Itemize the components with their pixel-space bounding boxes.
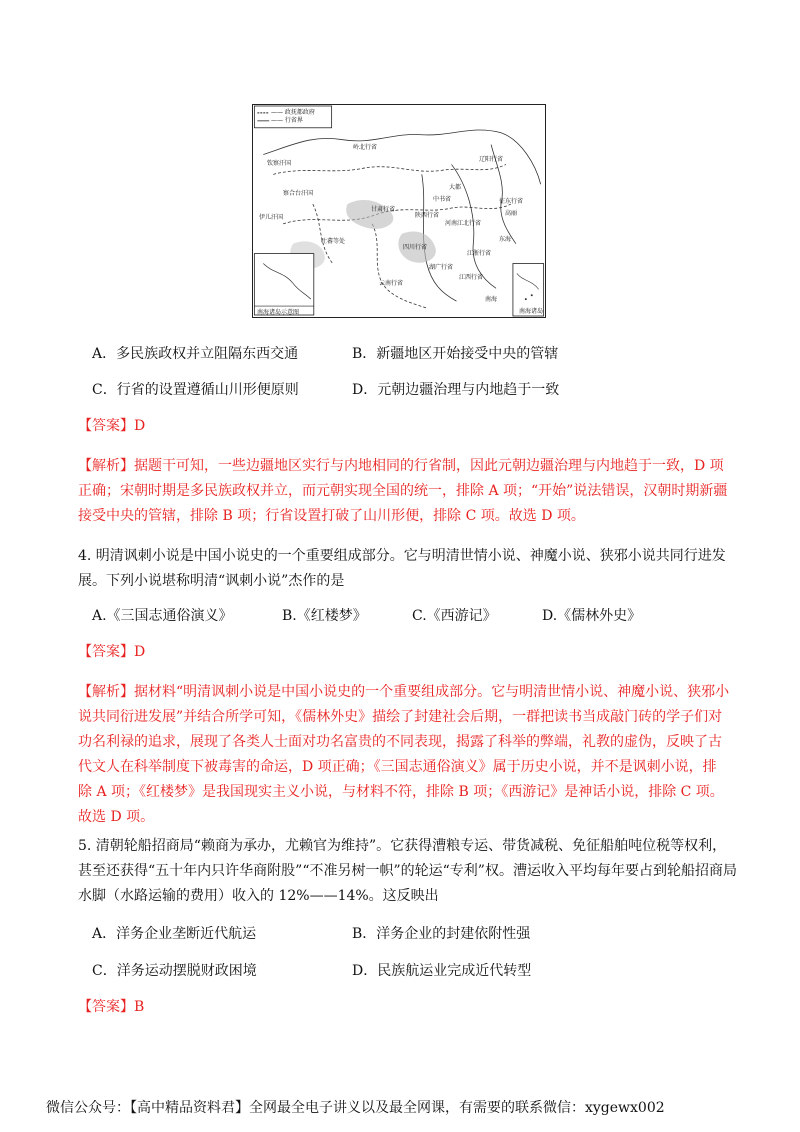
map-label-chagatai: 察合台汗国 xyxy=(283,190,314,197)
q3-option-c: C．行省的设置遵循山川形便原则 xyxy=(92,382,299,398)
q5-stem-line-1: 5. 清朝轮船招商局“赖商为承办，尤赖官为维持”。它获得漕粮专运、带货减税、免征船舶吨位税等权利， xyxy=(78,838,727,854)
q5-stem-line-3: 水脚（水路运输的费用）收入的 12%——14%。这反映出 xyxy=(78,888,439,904)
page-footer: 微信公众号：【高中精品资料君】全网最全电子讲义以及最全网课，有需要的联系微信：xygewx002 xyxy=(46,1100,665,1116)
q4-option-d: D.《儒林外史》 xyxy=(542,608,642,624)
map-label-jiangzhe: 江浙行省 xyxy=(467,250,492,257)
q5-stem-line-2: 甚至还获得“五十年内只许华商附股”“不准另树一帜”的轮运“专利”权。漕运收入平均每年要占到轮船招商局 xyxy=(78,863,737,879)
q5-answer: 【答案】B xyxy=(78,999,145,1015)
map-legend-1: —— 政抚都政府 xyxy=(271,109,315,116)
q5-option-d: D．民族航运业完成近代转型 xyxy=(352,963,532,979)
q5-option-a: A．洋务企业垄断近代航运 xyxy=(92,926,257,942)
map-legend-2: —— 行省界 xyxy=(271,117,303,124)
q4-option-c: C.《西游记》 xyxy=(412,608,497,624)
q4-analysis-line-5: 除 A 项；《红楼梦》是我国现实主义小说，与材料不符，排除 B 项；《西游记》是神话小说，排除 C 项。 xyxy=(78,784,724,800)
q4-option-a: A.《三国志通俗演义》 xyxy=(92,608,233,624)
q5-option-b: B．洋务企业的封建依附性强 xyxy=(352,926,531,942)
q4-option-b: B.《红楼梦》 xyxy=(282,608,367,624)
map-label-zhengdong: 征东行省 xyxy=(499,198,524,205)
map-label-dadu: 大都 xyxy=(449,184,462,191)
q3-answer: 【答案】D xyxy=(78,418,146,434)
map-label-henan: 河南江北行省 xyxy=(445,220,482,227)
q4-analysis-line-4: 代文人在科举制度下被毒害的命运，D 项正确；《三国志通俗演义》属于历史小说，并不是讽刺小说，排 xyxy=(78,759,717,775)
q4-stem-line-1: 4. 明清讽刺小说是中国小说史的一个重要组成部分。它与明清世情小说、神魔小说、狭邪小说共同行进发 xyxy=(78,548,726,564)
q4-analysis-line-6: 故选 D 项。 xyxy=(78,809,155,825)
map-label-yunnan: 云南行省 xyxy=(379,280,404,287)
map-label-zhongshu: 中书省 xyxy=(433,196,452,203)
q4-analysis-line-1: 【解析】据材料“明清讽刺小说是中国小说史的一个重要组成部分。它与明清世情小说、神魔小说、狭邪小 xyxy=(78,684,730,700)
map-label-huguang: 湖广行省 xyxy=(429,264,454,271)
map-label-jiangxi: 江西行省 xyxy=(459,274,484,281)
q5-option-c: C．洋务运动摆脱财政困境 xyxy=(92,963,257,979)
map-label-nanhai: 南海 xyxy=(485,296,498,303)
q4-stem-line-2: 展。下列小说堪称明清“讽刺小说”杰作的是 xyxy=(78,573,345,589)
q3-option-a: A．多民族政权并立阻隔东西交通 xyxy=(92,346,299,362)
map-label-goryeo: 高丽 xyxy=(505,210,518,217)
q3-analysis-line-2: 正确；宋朝时期是多民族政权并立，而元朝实现全国的统一，排除 A 项；“开始”说法错误，汉朝时期新疆 xyxy=(78,483,728,499)
map-label-liaoyang: 辽阳行省 xyxy=(479,156,504,163)
q4-analysis-line-2: 说共同衍进发展”并结合所学可知，《儒林外史》描绘了封建社会后期，一群把读书当成敲门砖的学子们对 xyxy=(78,709,723,725)
map-label-inset-islands: 南海诸岛 xyxy=(519,308,544,315)
q3-analysis-line-3: 接受中央的管辖，排除 B 项；行省设置打破了山川形便，排除 C 项。故选 D 项。 xyxy=(78,508,585,524)
map-label-ilkhan: 伊儿汗国 xyxy=(259,214,284,221)
yuan-dynasty-map xyxy=(252,104,546,318)
map-inset-caption: 南海诸岛示意图 xyxy=(257,309,300,316)
map-label-gansu: 甘肃行省 xyxy=(371,206,396,213)
map-label-donghai: 东海 xyxy=(499,236,512,243)
map-label-qincha: 钦察汗国 xyxy=(267,160,292,167)
q4-analysis-line-3: 功名利禄的追求，展现了各类人士面对功名富贵的不同表现，揭露了科举的弊端，礼教的虚伪，反映了古 xyxy=(78,734,722,750)
map-label-sichuan: 四川行省 xyxy=(403,244,428,251)
q3-option-b: B．新疆地区开始接受中央的管辖 xyxy=(352,346,559,362)
q4-answer: 【答案】D xyxy=(78,644,146,660)
map-label-shaanxi: 陕西行省 xyxy=(415,212,440,219)
q3-option-d: D．元朝边疆治理与内地趋于一致 xyxy=(352,382,560,398)
map-label-tubo: 吐蕃等处 xyxy=(321,238,346,245)
q3-analysis-line-1: 【解析】据题干可知，一些边疆地区实行与内地相同的行省制，因此元朝边疆治理与内地趋于一致，D 项 xyxy=(78,458,724,474)
map-label-lingbei: 岭北行省 xyxy=(353,144,378,151)
